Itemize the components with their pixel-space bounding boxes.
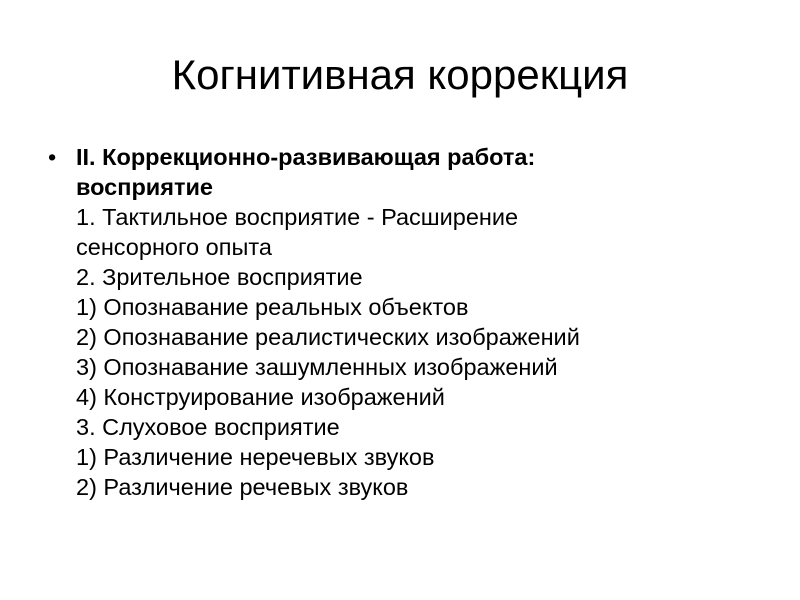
list-line: 1) Опознавание реальных объектов <box>76 294 469 320</box>
section-heading-line-2: восприятие <box>76 174 213 200</box>
list-line: 1. Тактильное восприятие - Расширение <box>76 204 519 230</box>
slide-content <box>48 142 778 502</box>
list-line: 3. Слуховое восприятие <box>76 414 340 440</box>
section-heading-line-1: II. Коррекционно-развивающая работа: <box>76 144 536 170</box>
list-line: сенсорного опыта <box>76 234 272 260</box>
bullet-dot-icon: • <box>48 144 57 170</box>
list-line: 2) Различение речевых звуков <box>76 474 409 500</box>
list-line: 2. Зрительное восприятие <box>76 264 363 290</box>
list-line: 1) Различение неречевых звуков <box>76 444 435 470</box>
slide-title: Когнитивная коррекция <box>171 51 629 98</box>
list-line: 3) Опознавание зашумленных изображений <box>76 354 558 380</box>
list-line: 4) Конструирование изображений <box>76 384 445 410</box>
bullet-item <box>48 142 778 502</box>
list-line: 2) Опознавание реалистических изображений <box>76 324 580 350</box>
